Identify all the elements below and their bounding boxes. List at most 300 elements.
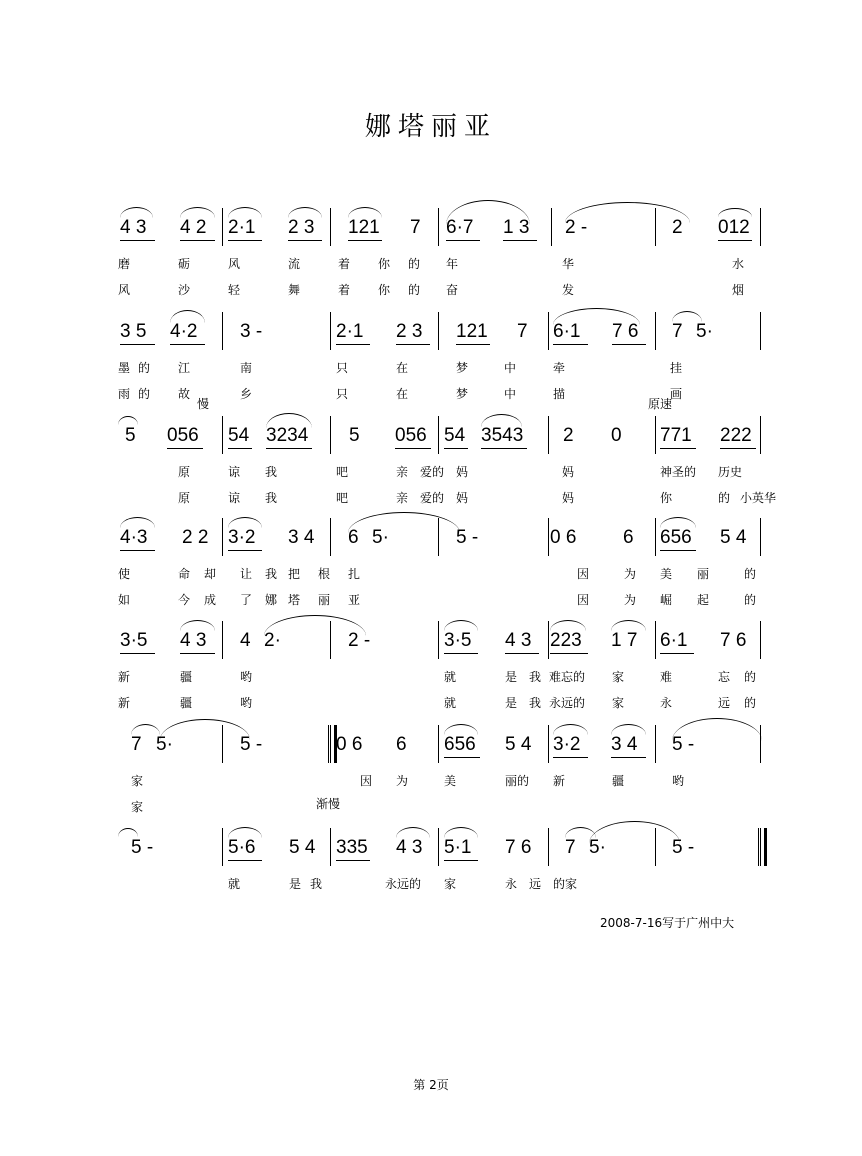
lyric-verse-2: 的 (138, 387, 151, 401)
lyric-verse-2: 的 (718, 491, 731, 505)
note-group: 121 (348, 217, 380, 238)
slur-mark (131, 724, 160, 735)
beam-underline (170, 344, 205, 345)
beam-underline (611, 757, 646, 758)
bar-line (655, 518, 656, 556)
lyric-verse-2: 新 (118, 696, 131, 710)
bar-line (548, 312, 549, 350)
lyric-verse-2: 烟 (732, 283, 745, 297)
lyric-verse-2: 中 (504, 387, 517, 401)
lyric-verse-1: 哟 (240, 670, 253, 684)
lyric-verse-1: 华 (562, 257, 575, 271)
note-group: 656 (660, 527, 692, 548)
note-group: 5· (372, 527, 389, 548)
note-group: 335 (336, 837, 368, 858)
lyric-verse-2: 沙 (178, 283, 191, 297)
note-group: 5 4 (289, 837, 316, 858)
slur-mark (160, 719, 250, 740)
lyric-verse-1: 你 (378, 257, 391, 271)
bar-line (548, 828, 549, 866)
lyric-verse-1: 就 (228, 877, 241, 891)
lyric-verse-1: 使 (118, 567, 131, 581)
lyric-verse-2: 你 (378, 283, 391, 297)
beam-underline (336, 344, 370, 345)
lyric-verse-2: 着 (338, 283, 351, 297)
lyric-verse-2: 为 (624, 593, 637, 607)
bar-line (655, 621, 656, 659)
bar-line (438, 621, 439, 659)
lyric-verse-1: 我 (265, 567, 278, 581)
lyric-verse-1: 挂 (670, 361, 683, 375)
lyric-verse-1: 梦 (456, 361, 469, 375)
note-group: 2 3 (396, 321, 423, 342)
note-group: 2 3 (288, 217, 315, 238)
lyric-verse-2: 永 (660, 696, 673, 710)
slur-mark (553, 308, 640, 325)
beam-underline (456, 344, 490, 345)
note-group: 2·1 (228, 217, 256, 238)
note-group: 4 2 (180, 217, 207, 238)
lyric-verse-2: 远 (718, 696, 731, 710)
lyric-verse-1: 的 (744, 567, 757, 581)
note-group: 5· (589, 837, 606, 858)
lyric-verse-2: 哟 (240, 696, 253, 710)
note-group: 771 (660, 425, 692, 446)
bar-line (222, 312, 223, 350)
note-group: 3·5 (120, 630, 148, 651)
note-group: 5 4 (505, 734, 532, 755)
lyric-verse-1: 的 (744, 670, 757, 684)
beam-underline (553, 757, 588, 758)
lyric-verse-1: 因 (360, 774, 373, 788)
slur-mark (444, 827, 478, 838)
lyric-verse-1: 我 (310, 877, 323, 891)
lyric-verse-1: 永远的 (385, 877, 422, 891)
bar-line (760, 312, 761, 350)
note-group: 3543 (481, 425, 524, 446)
slur-mark (481, 414, 522, 427)
bar-line (222, 518, 223, 556)
slur-mark (611, 724, 646, 735)
note-group: 6 (396, 734, 407, 755)
note-group: 5· (696, 321, 713, 342)
note-group: 3 5 (120, 321, 147, 342)
note-group: 7 (565, 837, 576, 858)
lyric-verse-1: 扎 (348, 567, 361, 581)
note-group: 2· (264, 630, 281, 651)
slur-mark (660, 517, 696, 528)
beam-underline (167, 448, 203, 449)
lyric-verse-2: 娜 (265, 593, 278, 607)
lyric-verse-1: 家 (444, 877, 457, 891)
lyric-verse-1: 妈 (456, 465, 469, 479)
lyric-verse-2: 成 (204, 593, 217, 607)
lyric-verse-2: 故 (178, 387, 191, 401)
bar-line (438, 416, 439, 454)
bar-line (330, 518, 331, 556)
lyric-verse-1: 着 (338, 257, 351, 271)
lyric-verse-1: 亲 (396, 465, 409, 479)
lyric-verse-2: 妈 (456, 491, 469, 505)
composition-date: 2008-7-16写于广州中大 (600, 916, 735, 930)
bar-line (655, 725, 656, 763)
lyric-verse-1: 历史 (718, 465, 743, 479)
slur-mark (118, 828, 138, 837)
note-group: 4 3 (120, 217, 147, 238)
note-group: 3234 (266, 425, 309, 446)
slur-mark (288, 207, 322, 218)
lyric-verse-1: 的 (138, 361, 151, 375)
lyric-verse-2: 了 (240, 593, 253, 607)
bar-line (760, 416, 761, 454)
slur-mark (264, 615, 366, 636)
lyric-verse-2: 亚 (348, 593, 361, 607)
note-group: 7 (410, 217, 421, 238)
beam-underline (336, 860, 370, 861)
lyric-verse-1: 新 (553, 774, 566, 788)
note-group: 056 (395, 425, 427, 446)
lyric-verse-2: 你 (660, 491, 673, 505)
note-group: 3·2 (228, 527, 256, 548)
note-group: 5·1 (444, 837, 472, 858)
bar-line (438, 828, 439, 866)
beam-underline (228, 448, 252, 449)
slur-mark (396, 827, 430, 838)
note-group: 3 4 (288, 527, 315, 548)
lyric-verse-2: 的 (744, 593, 757, 607)
beam-underline (266, 448, 312, 449)
note-group: 4 3 (396, 837, 423, 858)
beam-underline (120, 550, 155, 551)
note-group: 012 (718, 217, 750, 238)
bar-line (330, 208, 331, 246)
bar-line (330, 312, 331, 350)
beam-underline (718, 240, 752, 241)
lyric-verse-1: 的 (553, 877, 566, 891)
lyric-verse-2: 画 (670, 387, 683, 401)
lyric-verse-1: 把 (288, 567, 301, 581)
note-group: 3 - (240, 321, 263, 342)
beam-underline (288, 240, 322, 241)
beam-underline (444, 448, 468, 449)
beam-underline (396, 344, 430, 345)
lyric-verse-1: 中 (504, 361, 517, 375)
lyric-verse-2: 爱的 (420, 491, 445, 505)
note-group: 5 (349, 425, 360, 446)
lyric-verse-1: 因 (577, 567, 590, 581)
beam-underline (228, 550, 262, 551)
bar-line (760, 518, 761, 556)
bar-line (655, 416, 656, 454)
bar-line (760, 725, 761, 763)
note-group: 5 - (672, 734, 695, 755)
note-group: 5 - (456, 527, 479, 548)
beam-underline (612, 344, 646, 345)
beam-underline (446, 240, 480, 241)
lyric-verse-2: 家 (612, 696, 625, 710)
slur-mark (672, 311, 702, 322)
note-group: 6·7 (446, 217, 474, 238)
lyric-verse-2: 风 (118, 283, 131, 297)
note-group: 54 (228, 425, 250, 446)
lyric-verse-1: 命 (178, 567, 191, 581)
note-group: 0 6 (550, 527, 577, 548)
slur-mark (348, 207, 382, 218)
lyric-verse-2: 就 (444, 696, 457, 710)
lyric-verse-1: 让 (240, 567, 253, 581)
beam-underline (553, 653, 588, 654)
note-group: 5 - (131, 837, 154, 858)
repeat-barline (328, 725, 337, 763)
note-group: 7 (517, 321, 528, 342)
beam-underline (180, 653, 215, 654)
note-group: 656 (444, 734, 476, 755)
note-group: 3·2 (553, 734, 581, 755)
lyric-verse-2: 永远的 (549, 696, 586, 710)
beam-underline (120, 653, 155, 654)
bar-line (222, 621, 223, 659)
lyric-verse-1: 家 (131, 774, 144, 788)
beam-underline (660, 653, 694, 654)
lyric-verse-2: 疆 (180, 696, 193, 710)
lyric-verse-2: 描 (553, 387, 566, 401)
bar-line (330, 828, 331, 866)
slur-mark (180, 620, 215, 631)
lyric-verse-1: 疆 (612, 774, 625, 788)
note-group: 4 3 (180, 630, 207, 651)
note-group: 6 (623, 527, 634, 548)
lyric-verse-1: 家 (565, 877, 578, 891)
lyric-verse-1: 为 (396, 774, 409, 788)
slur-mark (118, 416, 138, 425)
note-group: 3·5 (444, 630, 472, 651)
slur-mark (170, 310, 205, 323)
note-group: 2 - (348, 630, 371, 651)
note-group: 2 (563, 425, 574, 446)
lyric-verse-2: 乡 (240, 387, 253, 401)
slur-mark (550, 620, 586, 631)
note-group: 1 3 (503, 217, 530, 238)
lyric-verse-2: 起 (697, 593, 710, 607)
lyric-verse-1: 美 (660, 567, 673, 581)
lyric-verse-2: 塔 (288, 593, 301, 607)
note-group: 121 (456, 321, 488, 342)
lyric-verse-1: 神圣的 (660, 465, 697, 479)
lyric-verse-2: 雨 (118, 387, 131, 401)
slur-mark (718, 208, 752, 217)
bar-line (551, 208, 552, 246)
lyric-verse-1: 牵 (553, 361, 566, 375)
beam-underline (444, 653, 478, 654)
note-group: 2 - (565, 217, 588, 238)
lyric-verse-2: 奋 (446, 283, 459, 297)
lyric-verse-1: 爱的 (420, 465, 445, 479)
lyric-verse-2: 亲 (396, 491, 409, 505)
note-group: 5 (125, 425, 136, 446)
lyric-verse-2: 在 (396, 387, 409, 401)
lyric-verse-1: 永 (505, 877, 518, 891)
note-group: 54 (444, 425, 466, 446)
note-group: 222 (720, 425, 752, 446)
note-group: 4·3 (120, 527, 148, 548)
lyric-verse-1: 却 (204, 567, 217, 581)
bar-line (548, 725, 549, 763)
beam-underline (481, 448, 527, 449)
slur-mark (611, 620, 646, 631)
lyric-verse-2: 崛 (660, 593, 673, 607)
note-group: 7 6 (505, 837, 532, 858)
lyric-verse-1: 难忘的 (549, 670, 586, 684)
note-group: 5· (156, 734, 173, 755)
lyric-verse-1: 忘 (718, 670, 731, 684)
lyric-verse-1: 为 (624, 567, 637, 581)
page-number: 第 2页 (413, 1078, 449, 1092)
note-group: 4 3 (505, 630, 532, 651)
beam-underline (503, 240, 537, 241)
lyric-verse-2: 家 (131, 800, 144, 814)
lyric-verse-2: 是 (505, 696, 518, 710)
lyric-verse-2: 小英华 (740, 491, 777, 505)
lyric-verse-2: 的 (408, 283, 421, 297)
beam-underline (120, 240, 155, 241)
slur-mark (444, 620, 478, 631)
slur-mark (553, 724, 588, 735)
final-barline (758, 828, 767, 866)
slur-mark (672, 718, 762, 741)
beam-underline (395, 448, 431, 449)
note-group: 7 6 (720, 630, 747, 651)
lyric-verse-1: 是 (289, 877, 302, 891)
note-group: 5 - (672, 837, 695, 858)
note-group: 4 (240, 630, 251, 651)
tempo-marking: 渐慢 (316, 797, 341, 811)
bar-line (222, 208, 223, 246)
bar-line (548, 518, 549, 556)
lyric-verse-1: 妈 (562, 465, 575, 479)
lyric-verse-2: 如 (118, 593, 131, 607)
note-group: 2·1 (336, 321, 364, 342)
slur-mark (228, 207, 262, 218)
lyric-verse-2: 发 (562, 283, 575, 297)
lyric-verse-1: 是 (505, 670, 518, 684)
beam-underline (660, 448, 696, 449)
note-group: 7 6 (612, 321, 639, 342)
lyric-verse-2: 丽 (318, 593, 331, 607)
beam-underline (444, 860, 478, 861)
lyric-verse-2: 吧 (336, 491, 349, 505)
lyric-verse-1: 江 (178, 361, 191, 375)
note-group: 056 (167, 425, 199, 446)
slur-mark (348, 512, 460, 533)
lyric-verse-1: 难 (660, 670, 673, 684)
lyric-verse-1: 谅 (228, 465, 241, 479)
slur-mark (228, 517, 262, 528)
lyric-verse-2: 的 (744, 696, 757, 710)
lyric-verse-2: 因 (577, 593, 590, 607)
note-group: 1 7 (611, 630, 638, 651)
tempo-marking: 慢 (197, 397, 210, 411)
bar-line (222, 416, 223, 454)
lyric-verse-1: 我 (265, 465, 278, 479)
note-group: 0 6 (336, 734, 363, 755)
beam-underline (720, 448, 756, 449)
note-group: 2 2 (182, 527, 209, 548)
note-group: 0 (611, 425, 622, 446)
lyric-verse-1: 流 (288, 257, 301, 271)
lyric-verse-2: 我 (265, 491, 278, 505)
bar-line (222, 828, 223, 866)
note-group: 7 (131, 734, 142, 755)
beam-underline (228, 240, 262, 241)
slur-mark (120, 517, 155, 528)
bar-line (760, 621, 761, 659)
lyric-verse-2: 谅 (228, 491, 241, 505)
lyric-verse-1: 根 (318, 567, 331, 581)
lyric-verse-1: 磨 (118, 257, 131, 271)
lyric-verse-1: 新 (118, 670, 131, 684)
lyric-verse-1: 就 (444, 670, 457, 684)
slur-mark (120, 207, 153, 218)
beam-underline (348, 240, 382, 241)
slur-mark (444, 724, 478, 735)
note-group: 5 - (240, 734, 263, 755)
beam-underline (120, 344, 155, 345)
lyric-verse-1: 家 (612, 670, 625, 684)
lyric-verse-1: 在 (396, 361, 409, 375)
note-group: 5·6 (228, 837, 256, 858)
lyric-verse-1: 我 (529, 670, 542, 684)
beam-underline (444, 757, 480, 758)
slur-mark (589, 821, 680, 844)
note-group: 223 (550, 630, 582, 651)
bar-line (655, 312, 656, 350)
song-title: 娜塔丽亚 (364, 112, 497, 142)
lyric-verse-1: 风 (228, 257, 241, 271)
note-group: 6·1 (553, 321, 581, 342)
slur-mark (266, 413, 312, 428)
lyric-verse-1: 只 (336, 361, 349, 375)
beam-underline (553, 344, 588, 345)
lyric-verse-1: 水 (732, 257, 745, 271)
lyric-verse-2: 我 (529, 696, 542, 710)
lyric-verse-2: 今 (178, 593, 191, 607)
note-group: 5 4 (720, 527, 747, 548)
slur-mark (565, 202, 690, 223)
beam-underline (180, 240, 215, 241)
lyric-verse-1: 吧 (336, 465, 349, 479)
beam-underline (228, 860, 262, 861)
note-group: 6 (348, 527, 359, 548)
slur-mark (180, 207, 215, 218)
bar-line (760, 208, 761, 246)
lyric-verse-1: 丽 (697, 567, 710, 581)
bar-line (330, 416, 331, 454)
lyric-verse-1: 美 (444, 774, 457, 788)
lyric-verse-2: 梦 (456, 387, 469, 401)
lyric-verse-1: 年 (446, 257, 459, 271)
slur-mark (228, 827, 262, 838)
bar-line (548, 621, 549, 659)
bar-line (438, 312, 439, 350)
beam-underline (660, 550, 696, 551)
note-group: 4·2 (170, 321, 198, 342)
bar-line (548, 416, 549, 454)
lyric-verse-2: 原 (178, 491, 191, 505)
lyric-verse-2: 舞 (288, 283, 301, 297)
lyric-verse-1: 疆 (180, 670, 193, 684)
note-group: 2 (672, 217, 683, 238)
lyric-verse-2: 只 (336, 387, 349, 401)
